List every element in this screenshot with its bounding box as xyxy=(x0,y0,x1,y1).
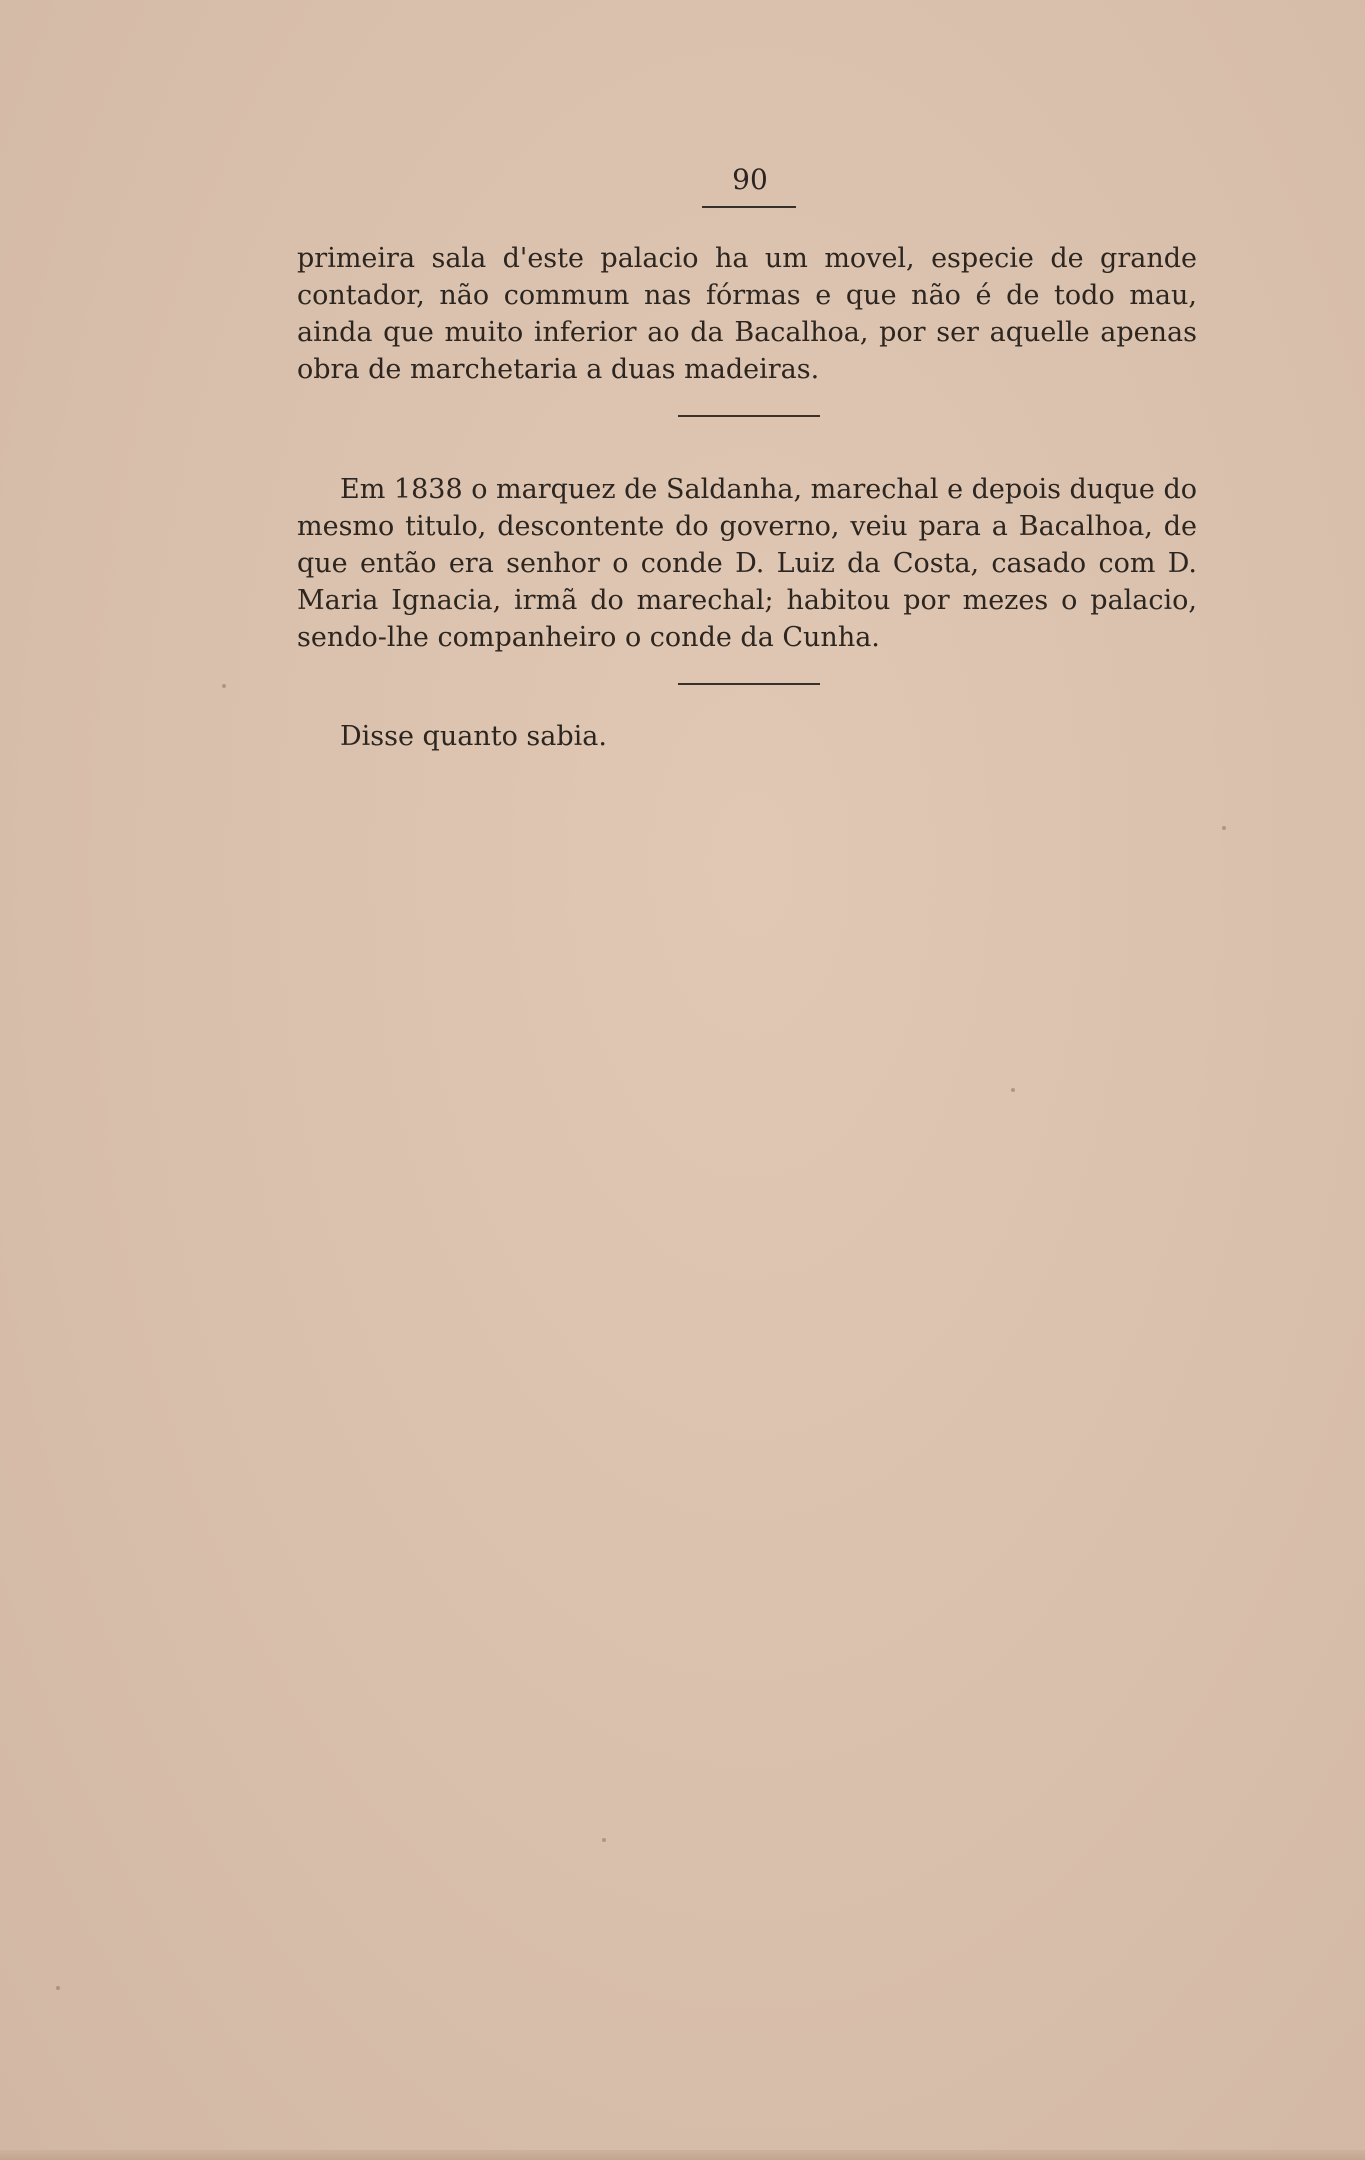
page-number: 90 xyxy=(732,163,768,196)
paragraph-closing: Disse quanto sabia. xyxy=(340,721,607,752)
paper-speck xyxy=(1011,1088,1015,1092)
paper-speck xyxy=(56,1986,60,1990)
section-separator xyxy=(678,415,820,417)
page-number-rule xyxy=(702,206,796,208)
paragraph-contador: primeira sala d'este palacio ha um movel, especie de grande contador, não commum nas fórmas e que não é de todo mau, ainda que muito inferior ao da Bacalhoa, por ser aquelle apenas obra de marchetaria a duas madeiras. xyxy=(297,243,1197,385)
paragraph-saldanha: Em 1838 o marquez de Saldanha, marechal e depois duque do mesmo titulo, descontente do governo, veiu para a Bacalhoa, de que então era senhor o conde D. Luiz da Costa, casado com D. Maria Ignacia, irmã do marechal; habitou por mezes o palacio, sendo-lhe companheiro o conde da Cunha. xyxy=(297,474,1197,653)
paper-speck xyxy=(222,684,226,688)
section-separator xyxy=(678,683,820,685)
page-bottom-edge xyxy=(0,2150,1365,2160)
paper-speck xyxy=(1222,826,1226,830)
paper-speck xyxy=(602,1838,606,1842)
